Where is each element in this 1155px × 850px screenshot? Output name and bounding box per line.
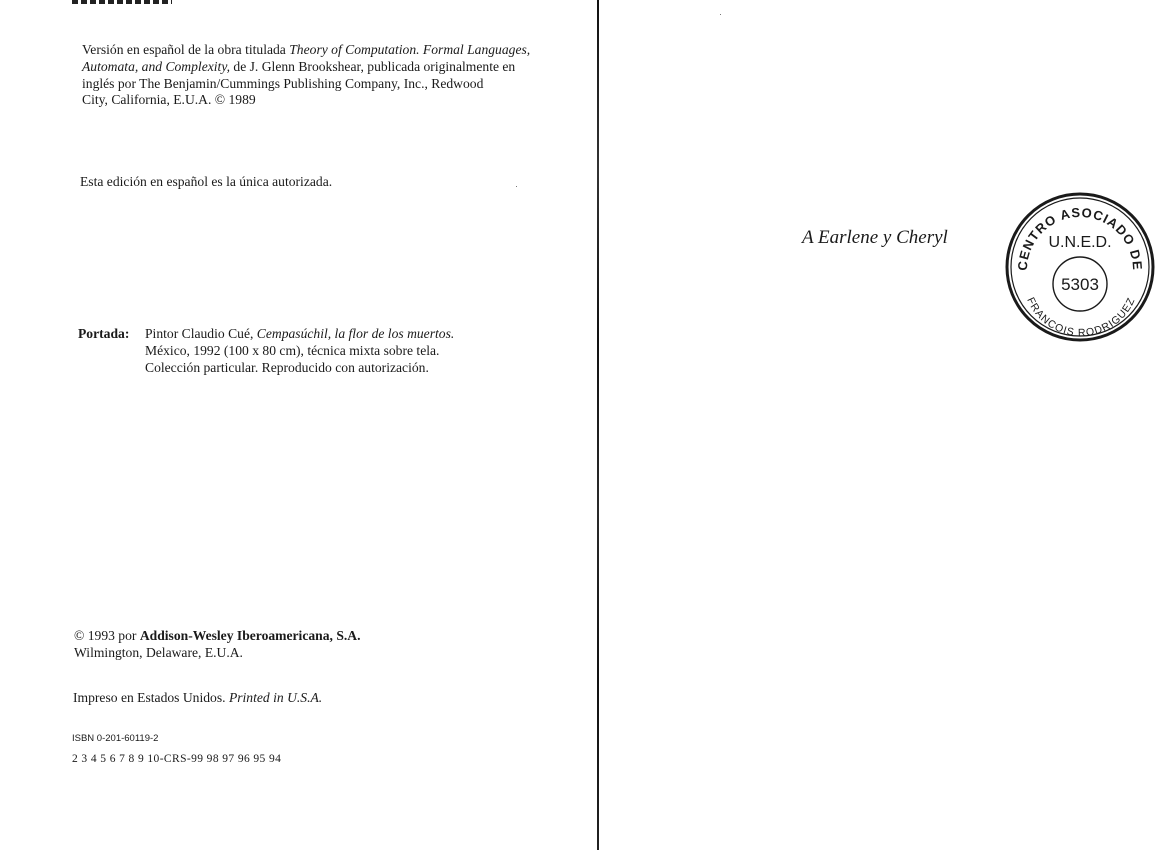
- authorized-edition-text: Esta edición en español es la única autorizada.: [80, 174, 333, 189]
- print-line: 2 3 4 5 6 7 8 9 10-CRS-99 98 97 96 95 94: [72, 753, 282, 765]
- cover-line-2: México, 1992 (100 x 80 cm), técnica mixta sobre tela.: [145, 342, 440, 358]
- stamp-center-text: U.N.E.D.: [1048, 234, 1112, 251]
- note-prefix: Versión en español de la obra titulada: [82, 42, 290, 57]
- cover-label: Portada:: [78, 326, 130, 341]
- printed-spanish: Impreso en Estados Unidos.: [73, 690, 229, 705]
- printed-english: Printed in U.S.A.: [228, 690, 323, 705]
- printed-in-line: [73, 690, 513, 707]
- dedication-page: [604, 0, 1129, 850]
- original-title-part-1: Theory of Computation. Formal Languages,: [289, 42, 531, 57]
- note-line-3: inglés por The Benjamin/Cummings Publishing Company, Inc., Redwood: [82, 75, 484, 91]
- copyright-line-1: [74, 628, 514, 645]
- original-work-note: [82, 42, 552, 109]
- dedication: A Earlene y Cheryl: [802, 227, 948, 248]
- original-title-part-2: Automata, and Complexity,: [82, 58, 231, 74]
- note-line-2: [82, 59, 552, 76]
- gutter-line: [597, 0, 599, 850]
- authorized-edition-note: [80, 174, 500, 191]
- printed-in-note: [73, 690, 513, 707]
- cover-line-3: Colección particular. Reproducido con autorización.: [145, 359, 429, 375]
- isbn: ISBN 0-201-60119-2: [72, 733, 159, 744]
- note-author: de J. Glenn Brookshear, publicada originalmente en: [230, 58, 516, 74]
- cover-work-title: Cempasúchil, la flor de los muertos.: [256, 326, 455, 341]
- stamp-number: 5303: [1061, 275, 1099, 294]
- copyright-year: © 1993 por: [74, 628, 140, 643]
- cover-line-1: [145, 326, 545, 343]
- paper-speck: [516, 186, 517, 187]
- copyright-notice: [74, 628, 514, 662]
- cover-artist: Pintor Claudio Cué,: [145, 326, 257, 341]
- publisher-name: Addison-Wesley Iberoamericana, S.A.: [139, 628, 361, 643]
- cropped-top-text: [72, 0, 172, 4]
- stamp-graphic: [1005, 192, 1155, 342]
- cover-credit-body: [145, 326, 545, 376]
- stamp-bottom-arc: FRANCOIS RODRIGUEZ: [1024, 295, 1138, 340]
- note-line-4: City, California, E.U.A. © 1989: [82, 92, 256, 108]
- svg-text:FRANCOIS RODRIGUEZ: [1024, 296, 1138, 340]
- library-stamp: [1005, 192, 1155, 342]
- stamp-top-arc: CENTRO ASOCIADO DE: [1014, 204, 1146, 272]
- book-gutter: [593, 0, 603, 850]
- note-line-1: [82, 42, 552, 59]
- publisher-location: Wilmington, Delaware, E.U.A.: [74, 644, 243, 660]
- paper-speck: [720, 14, 721, 15]
